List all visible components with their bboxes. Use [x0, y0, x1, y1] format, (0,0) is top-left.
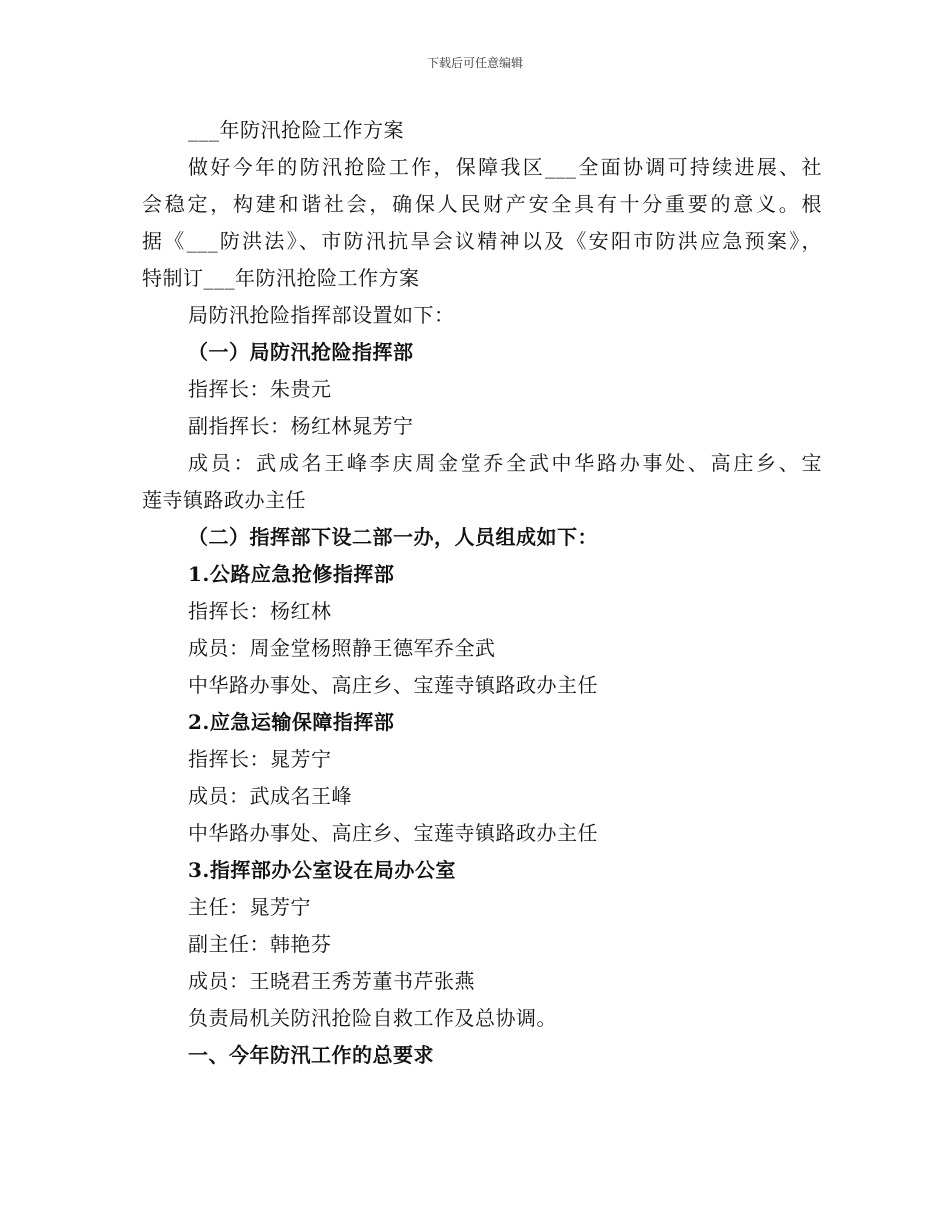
sub2-heading: 2.应急运输保障指挥部 — [188, 710, 395, 734]
sub3-deputy: 副主任：韩艳芬 — [188, 932, 332, 956]
part-one-heading: 一、今年防汛工作的总要求 — [188, 1043, 434, 1067]
section1-members-line-2: 莲寺镇路政办主任 — [142, 488, 306, 512]
sub1-offices: 中华路办事处、高庄乡、宝莲寺镇路政办主任 — [188, 673, 598, 697]
intro-line-4: 特制订___年防汛抢险工作方案 — [142, 266, 420, 290]
sub2-offices: 中华路办事处、高庄乡、宝莲寺镇路政办主任 — [188, 821, 598, 845]
section1-members-line-1: 成员：武成名王峰李庆周金堂乔全武中华路办事处、高庄乡、宝 — [188, 451, 822, 475]
sub3-duty: 负责局机关防汛抢险自救工作及总协调。 — [188, 1006, 557, 1030]
sub2-commander: 指挥长：晁芳宁 — [188, 747, 332, 771]
intro-line-3: 据《___防洪法》、市防汛抗旱会议精神以及《安阳市防洪应急预案》， — [142, 229, 822, 253]
sub2-members: 成员：武成名王峰 — [188, 784, 352, 808]
document-title: ___年防汛抢险工作方案 — [188, 118, 404, 142]
section1-heading: （一）局防汛抢险指挥部 — [188, 340, 414, 364]
setup-intro: 局防汛抢险指挥部设置如下： — [188, 303, 455, 327]
page-header-note: 下载后可任意编辑 — [426, 56, 523, 70]
document-body — [142, 112, 822, 1074]
section2-heading: （二）指挥部下设二部一办，人员组成如下： — [188, 525, 598, 549]
section1-commander: 指挥长：朱贵元 — [188, 377, 332, 401]
sub3-director: 主任：晁芳宁 — [188, 895, 311, 919]
sub3-members: 成员：王晓君王秀芳董书芹张燕 — [188, 969, 475, 993]
sub1-members: 成员：周金堂杨照静王德军乔全武 — [188, 636, 496, 660]
sub1-commander: 指挥长：杨红林 — [188, 599, 332, 623]
sub1-heading: 1.公路应急抢修指挥部 — [188, 562, 395, 586]
intro-line-1: 做好今年的防汛抢险工作，保障我区___全面协调可持续进展、社 — [188, 155, 822, 179]
sub3-heading: 3.指挥部办公室设在局办公室 — [188, 858, 456, 882]
intro-line-2: 会稳定，构建和谐社会，确保人民财产安全具有十分重要的意义。根 — [142, 192, 822, 216]
section1-deputy: 副指挥长：杨红林晁芳宁 — [188, 414, 414, 438]
